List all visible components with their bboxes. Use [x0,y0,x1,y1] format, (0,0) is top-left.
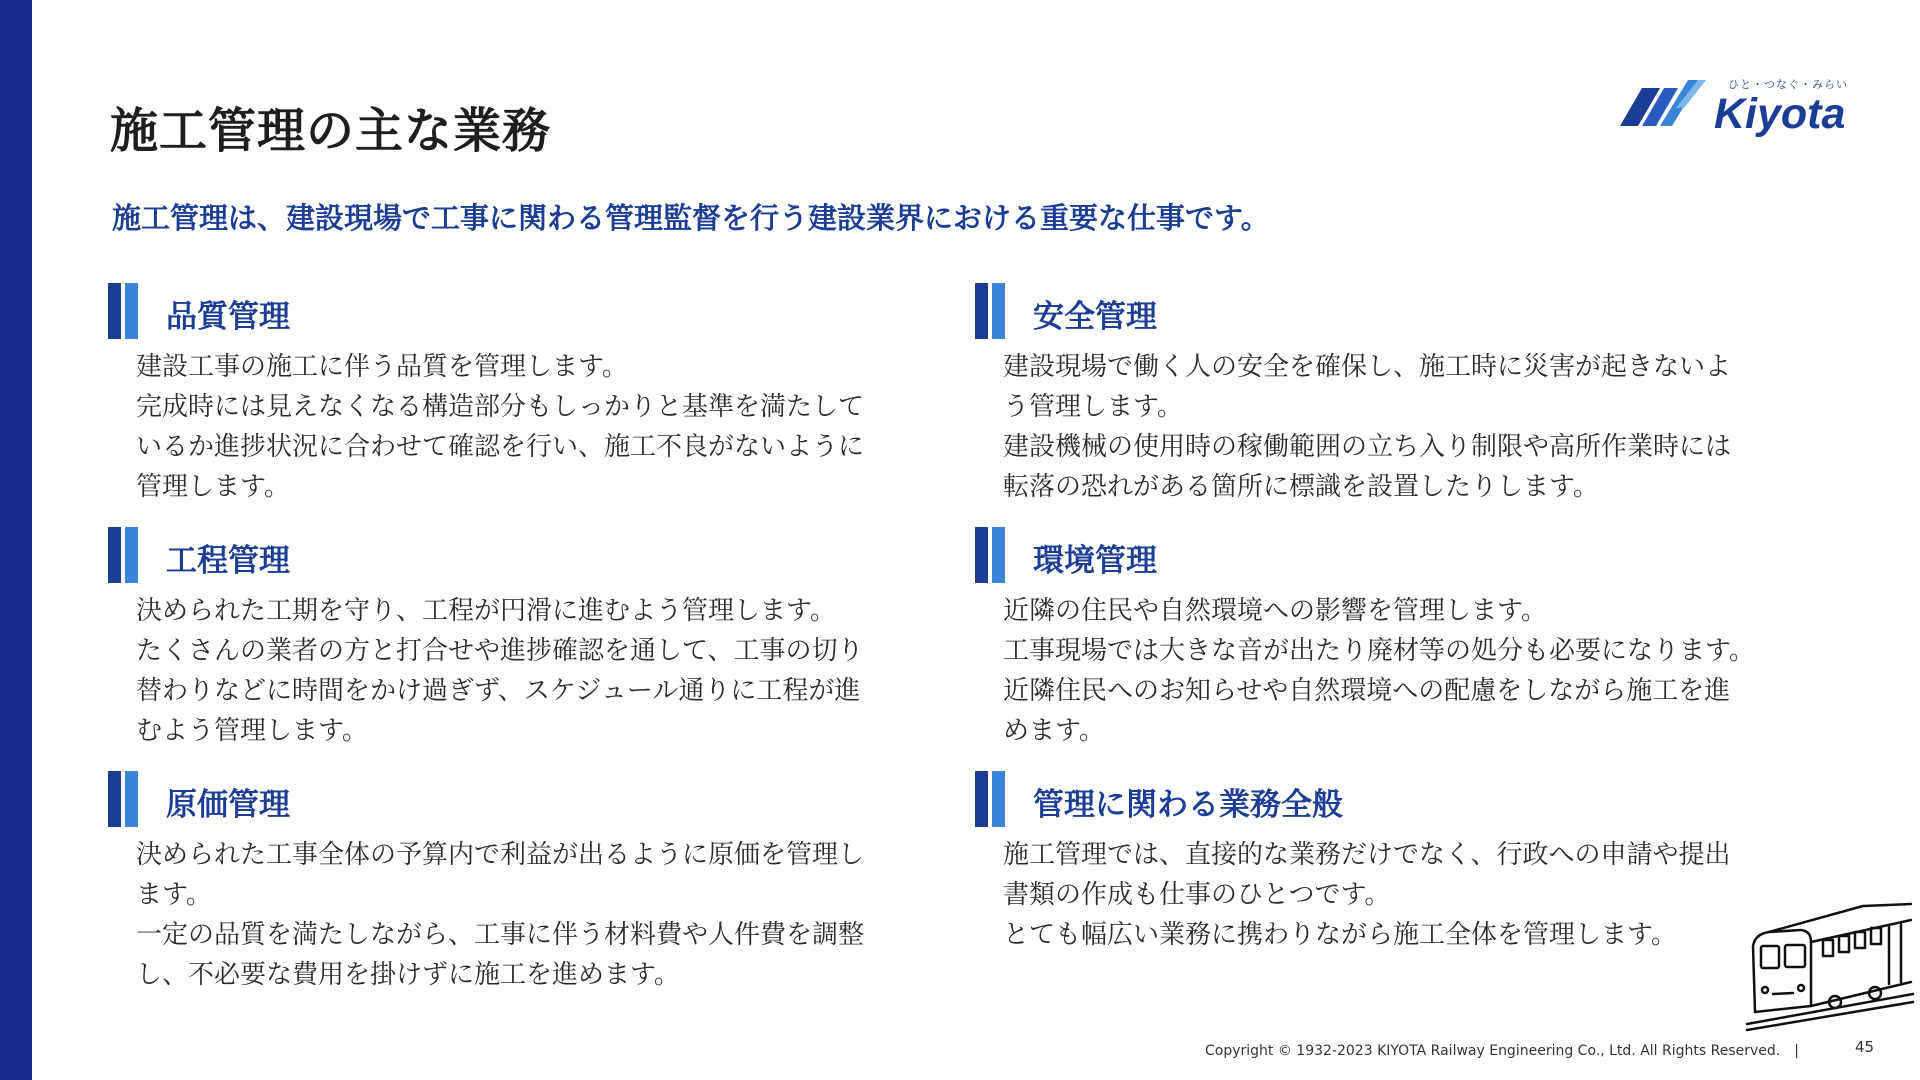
heading-bar-light [992,283,1005,339]
lead-statement: 施工管理は、建設現場で工事に関わる管理監督を行う建設業界における重要な仕事です。 [112,201,1270,235]
body-line: 管理します。 [136,472,290,502]
section-cost-management [108,771,928,995]
section-heading: 環境管理 [1033,543,1157,579]
heading-bar-dark [108,283,121,339]
section-quality-management [108,283,928,507]
copyright-footer: Copyright © 1932-2023 KIYOTA Railway Engineering Co., Ltd. All Rights Reserved. | [1205,1043,1799,1059]
section-environment-management [975,527,1795,751]
body-line: 工事現場では大きな音が出たり廃材等の処分も必要になります。 [1003,636,1755,666]
body-line: めます。 [1003,716,1105,746]
section-safety-management [975,283,1795,507]
company-logo [1620,68,1860,148]
section-heading-group [108,771,928,827]
section-heading: 工程管理 [166,543,290,579]
body-line: 転落の恐れがある箇所に標識を設置したりします。 [1003,472,1599,502]
body-line: 書類の作成も仕事のひとつです。 [1003,880,1391,910]
body-line: 建設工事の施工に伴う品質を管理します。 [136,352,628,382]
heading-bar-light [125,283,138,339]
section-body [136,835,928,995]
heading-bar-light [992,771,1005,827]
logo-tagline: ひと・つなぐ・みらい [1728,78,1848,91]
section-heading: 管理に関わる業務全般 [1033,787,1343,823]
body-line: 決められた工期を守り、工程が円滑に進むよう管理します。 [136,596,836,626]
section-heading-group [108,527,928,583]
logo-mark-icon [1620,78,1720,128]
section-body [136,347,928,507]
section-body [1003,347,1795,507]
page-title: 施工管理の主な業務 [110,103,552,159]
heading-bar-dark [108,527,121,583]
heading-bar-light [992,527,1005,583]
body-line: 近隣住民へのお知らせや自然環境への配慮をしながら施工を進 [1003,676,1731,706]
section-heading: 原価管理 [166,787,290,823]
section-heading: 品質管理 [166,299,290,335]
heading-bar-dark [975,527,988,583]
section-body [1003,835,1795,955]
section-body [1003,591,1795,751]
section-heading-group [975,771,1795,827]
body-line: たくさんの業者の方と打合せや進捗確認を通して、工事の切り [136,636,864,666]
section-general-duties [975,771,1795,955]
heading-bar-dark [975,771,988,827]
logo-brand-name: Kiyota [1714,90,1846,138]
body-line: 決められた工事全体の予算内で利益が出るように原価を管理し [136,840,865,870]
heading-bar-light [125,527,138,583]
body-line: むよう管理します。 [136,716,368,746]
body-line: 施工管理では、直接的な業務だけでなく、行政への申請や提出 [1003,840,1731,870]
body-line: 建設機械の使用時の稼働範囲の立ち入り制限や高所作業時には [1003,432,1732,462]
heading-bar-light [125,771,138,827]
body-line: し、不必要な費用を掛けずに施工を進めます。 [136,960,680,990]
heading-bar-dark [108,771,121,827]
section-body [136,591,928,751]
body-line: 近隣の住民や自然環境への影響を管理します。 [1003,596,1547,626]
body-line: とても幅広い業務に携わりながら施工全体を管理します。 [1003,920,1677,950]
body-line: 替わりなどに時間をかけ過ぎず、スケジュール通りに工程が進 [136,676,861,706]
section-heading-group [108,283,928,339]
body-line: う管理します。 [1003,392,1183,422]
section-heading: 安全管理 [1033,299,1157,335]
body-line: 一定の品質を満たしながら、工事に伴う材料費や人件費を調整 [136,920,865,950]
section-process-management [108,527,928,751]
section-heading-group [975,527,1795,583]
heading-bar-dark [975,283,988,339]
body-line: 完成時には見えなくなる構造部分もしっかりと基準を満たして [136,392,865,422]
body-line: 建設現場で働く人の安全を確保し、施工時に災害が起きないよ [1003,352,1732,382]
section-heading-group [975,283,1795,339]
body-line: いるか進捗状況に合わせて確認を行い、施工不良がないように [136,432,865,462]
page-number: 45 [1855,1038,1875,1056]
train-illustration-icon [1745,898,1915,1033]
body-line: ます。 [136,880,212,910]
side-accent-band [0,0,32,1080]
